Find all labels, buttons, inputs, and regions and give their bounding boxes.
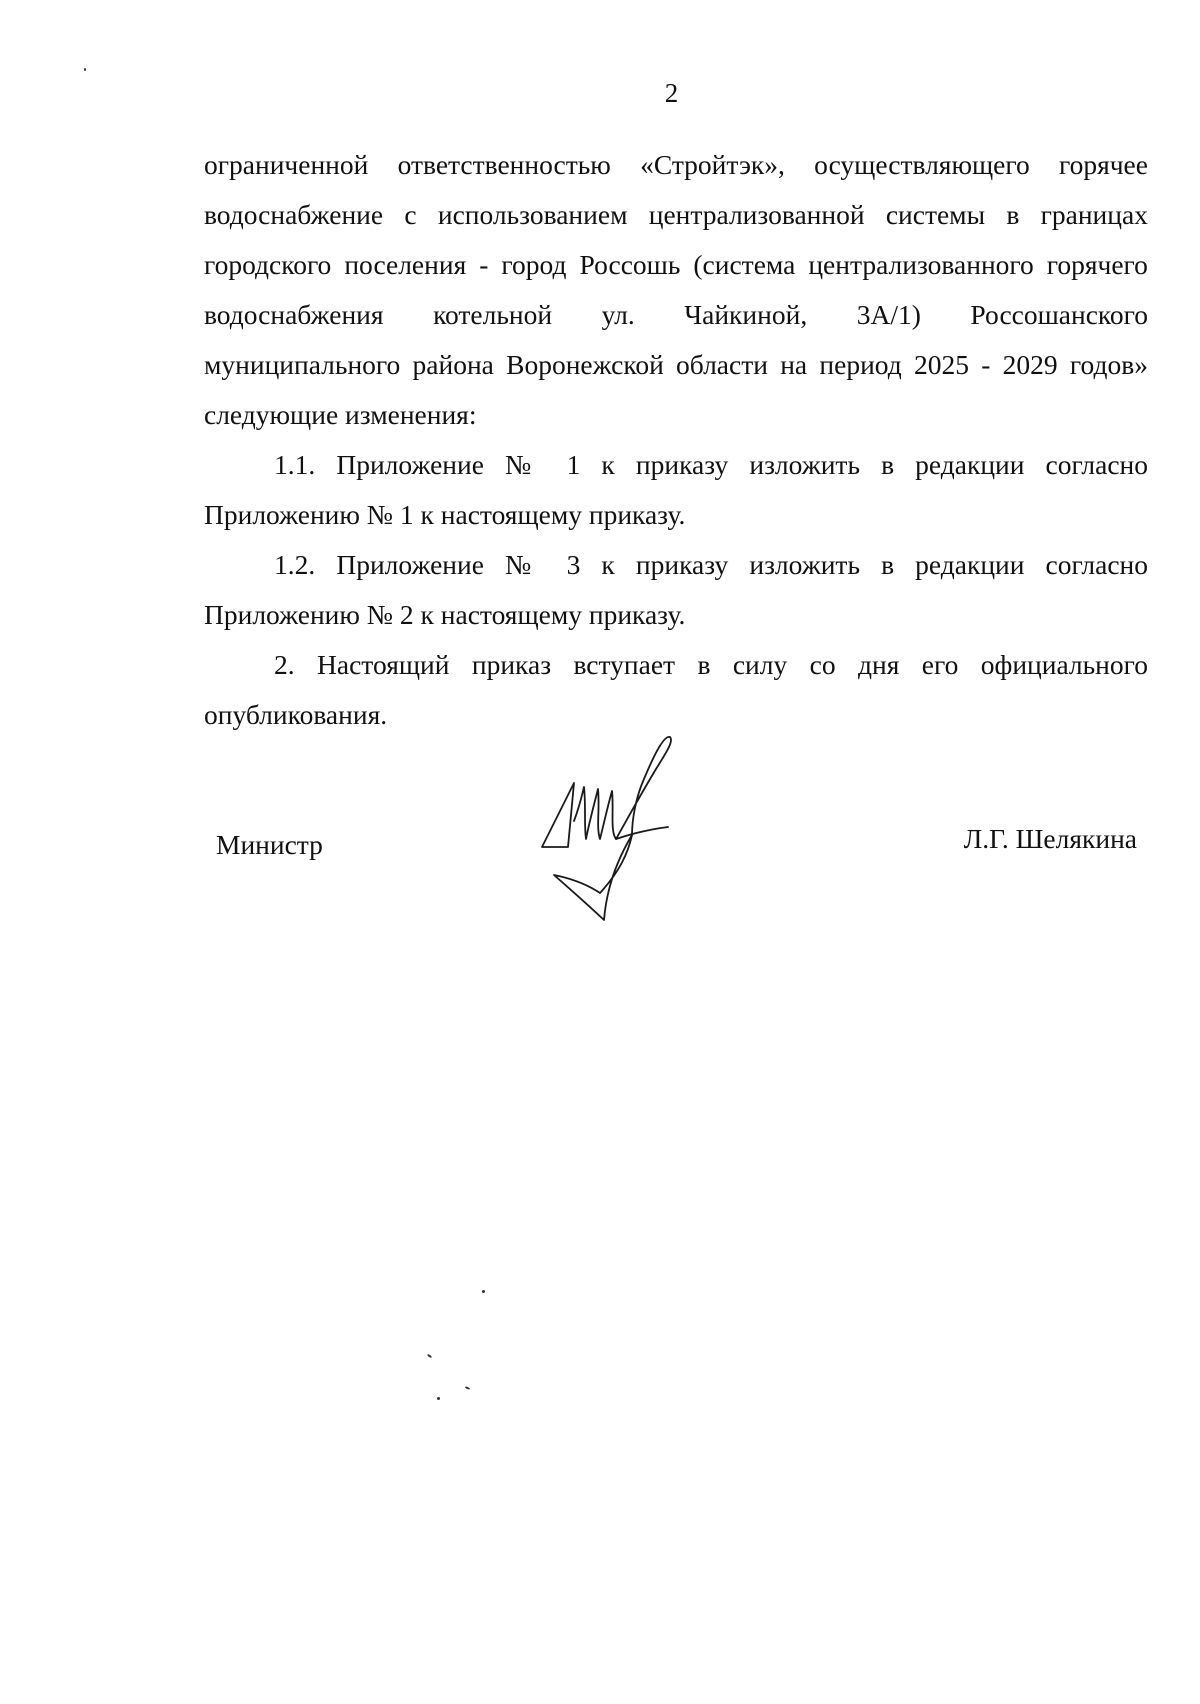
scan-speck bbox=[437, 1397, 440, 1400]
intro-word: в bbox=[1006, 199, 1020, 230]
intro-line bbox=[204, 290, 1148, 340]
intro-word: годов» bbox=[1069, 349, 1148, 380]
item-2: 2. Настоящий приказ вступает в силу со дня его официального опубликования. bbox=[204, 649, 1148, 730]
handwritten-signature bbox=[540, 735, 705, 925]
intro-word: городского bbox=[204, 249, 332, 280]
intro-word: Россошь bbox=[579, 249, 681, 280]
intro-word: 2025 bbox=[914, 349, 969, 380]
intro-word: - bbox=[981, 349, 991, 380]
intro-word: ответственностью bbox=[397, 149, 611, 180]
scan-speck bbox=[482, 1290, 485, 1293]
intro-word: «Стройтэк», bbox=[640, 149, 785, 180]
intro-word: горячего bbox=[1046, 249, 1148, 280]
intro-word: ограниченной bbox=[204, 149, 369, 180]
intro-word: Чайкиной, bbox=[684, 299, 808, 330]
intro-word: Воронежской bbox=[506, 349, 664, 380]
intro-line bbox=[204, 140, 1148, 190]
intro-word: с bbox=[404, 199, 417, 230]
intro-word: город bbox=[501, 249, 567, 280]
intro-last-line: следующие изменения: bbox=[204, 399, 477, 430]
scan-speck bbox=[427, 1354, 432, 1359]
intro-word: области bbox=[676, 349, 768, 380]
intro-word: - bbox=[479, 249, 489, 280]
intro-word: централизованной bbox=[648, 199, 865, 230]
signer-title: Министр bbox=[216, 829, 323, 860]
intro-word: на bbox=[780, 349, 808, 380]
scan-speck bbox=[84, 68, 86, 71]
intro-word: системы bbox=[885, 199, 986, 230]
intro-word: использованием bbox=[437, 199, 628, 230]
item-1-2: 1.2. Приложение № 3 к приказу изложить в редакции согласно Приложению № 2 к настоящему приказу. bbox=[204, 549, 1148, 630]
intro-paragraph bbox=[204, 140, 1148, 390]
intro-word: 2029 bbox=[1002, 349, 1058, 380]
item-1-1: 1.1. Приложение № 1 к приказу изложить в редакции согласно Приложению № 1 к настоящему приказу. bbox=[204, 449, 1148, 530]
intro-line bbox=[204, 190, 1148, 240]
intro-word: водоснабжение bbox=[204, 199, 384, 230]
intro-word: (система bbox=[693, 249, 796, 280]
intro-word: границах bbox=[1040, 199, 1148, 230]
intro-word: ул. bbox=[601, 299, 635, 330]
intro-word: централизованного bbox=[808, 249, 1034, 280]
document-body bbox=[204, 140, 1148, 740]
scan-speck bbox=[465, 1386, 470, 1390]
signer-name: Л.Г. Шелякина bbox=[963, 823, 1137, 854]
intro-word: водоснабжения bbox=[204, 299, 384, 330]
intro-word: поселения bbox=[344, 249, 467, 280]
intro-word: 3А/1) bbox=[856, 299, 921, 330]
intro-word: муниципального bbox=[204, 349, 401, 380]
intro-line bbox=[204, 340, 1148, 390]
page-number: 2 bbox=[664, 78, 679, 108]
intro-word: Россошанского bbox=[970, 299, 1148, 330]
intro-word: осуществляющего bbox=[814, 149, 1030, 180]
intro-word: района bbox=[412, 349, 494, 380]
intro-word: период bbox=[819, 349, 902, 380]
intro-word: горячее bbox=[1058, 149, 1148, 180]
intro-line bbox=[204, 240, 1148, 290]
intro-word: котельной bbox=[433, 299, 553, 330]
